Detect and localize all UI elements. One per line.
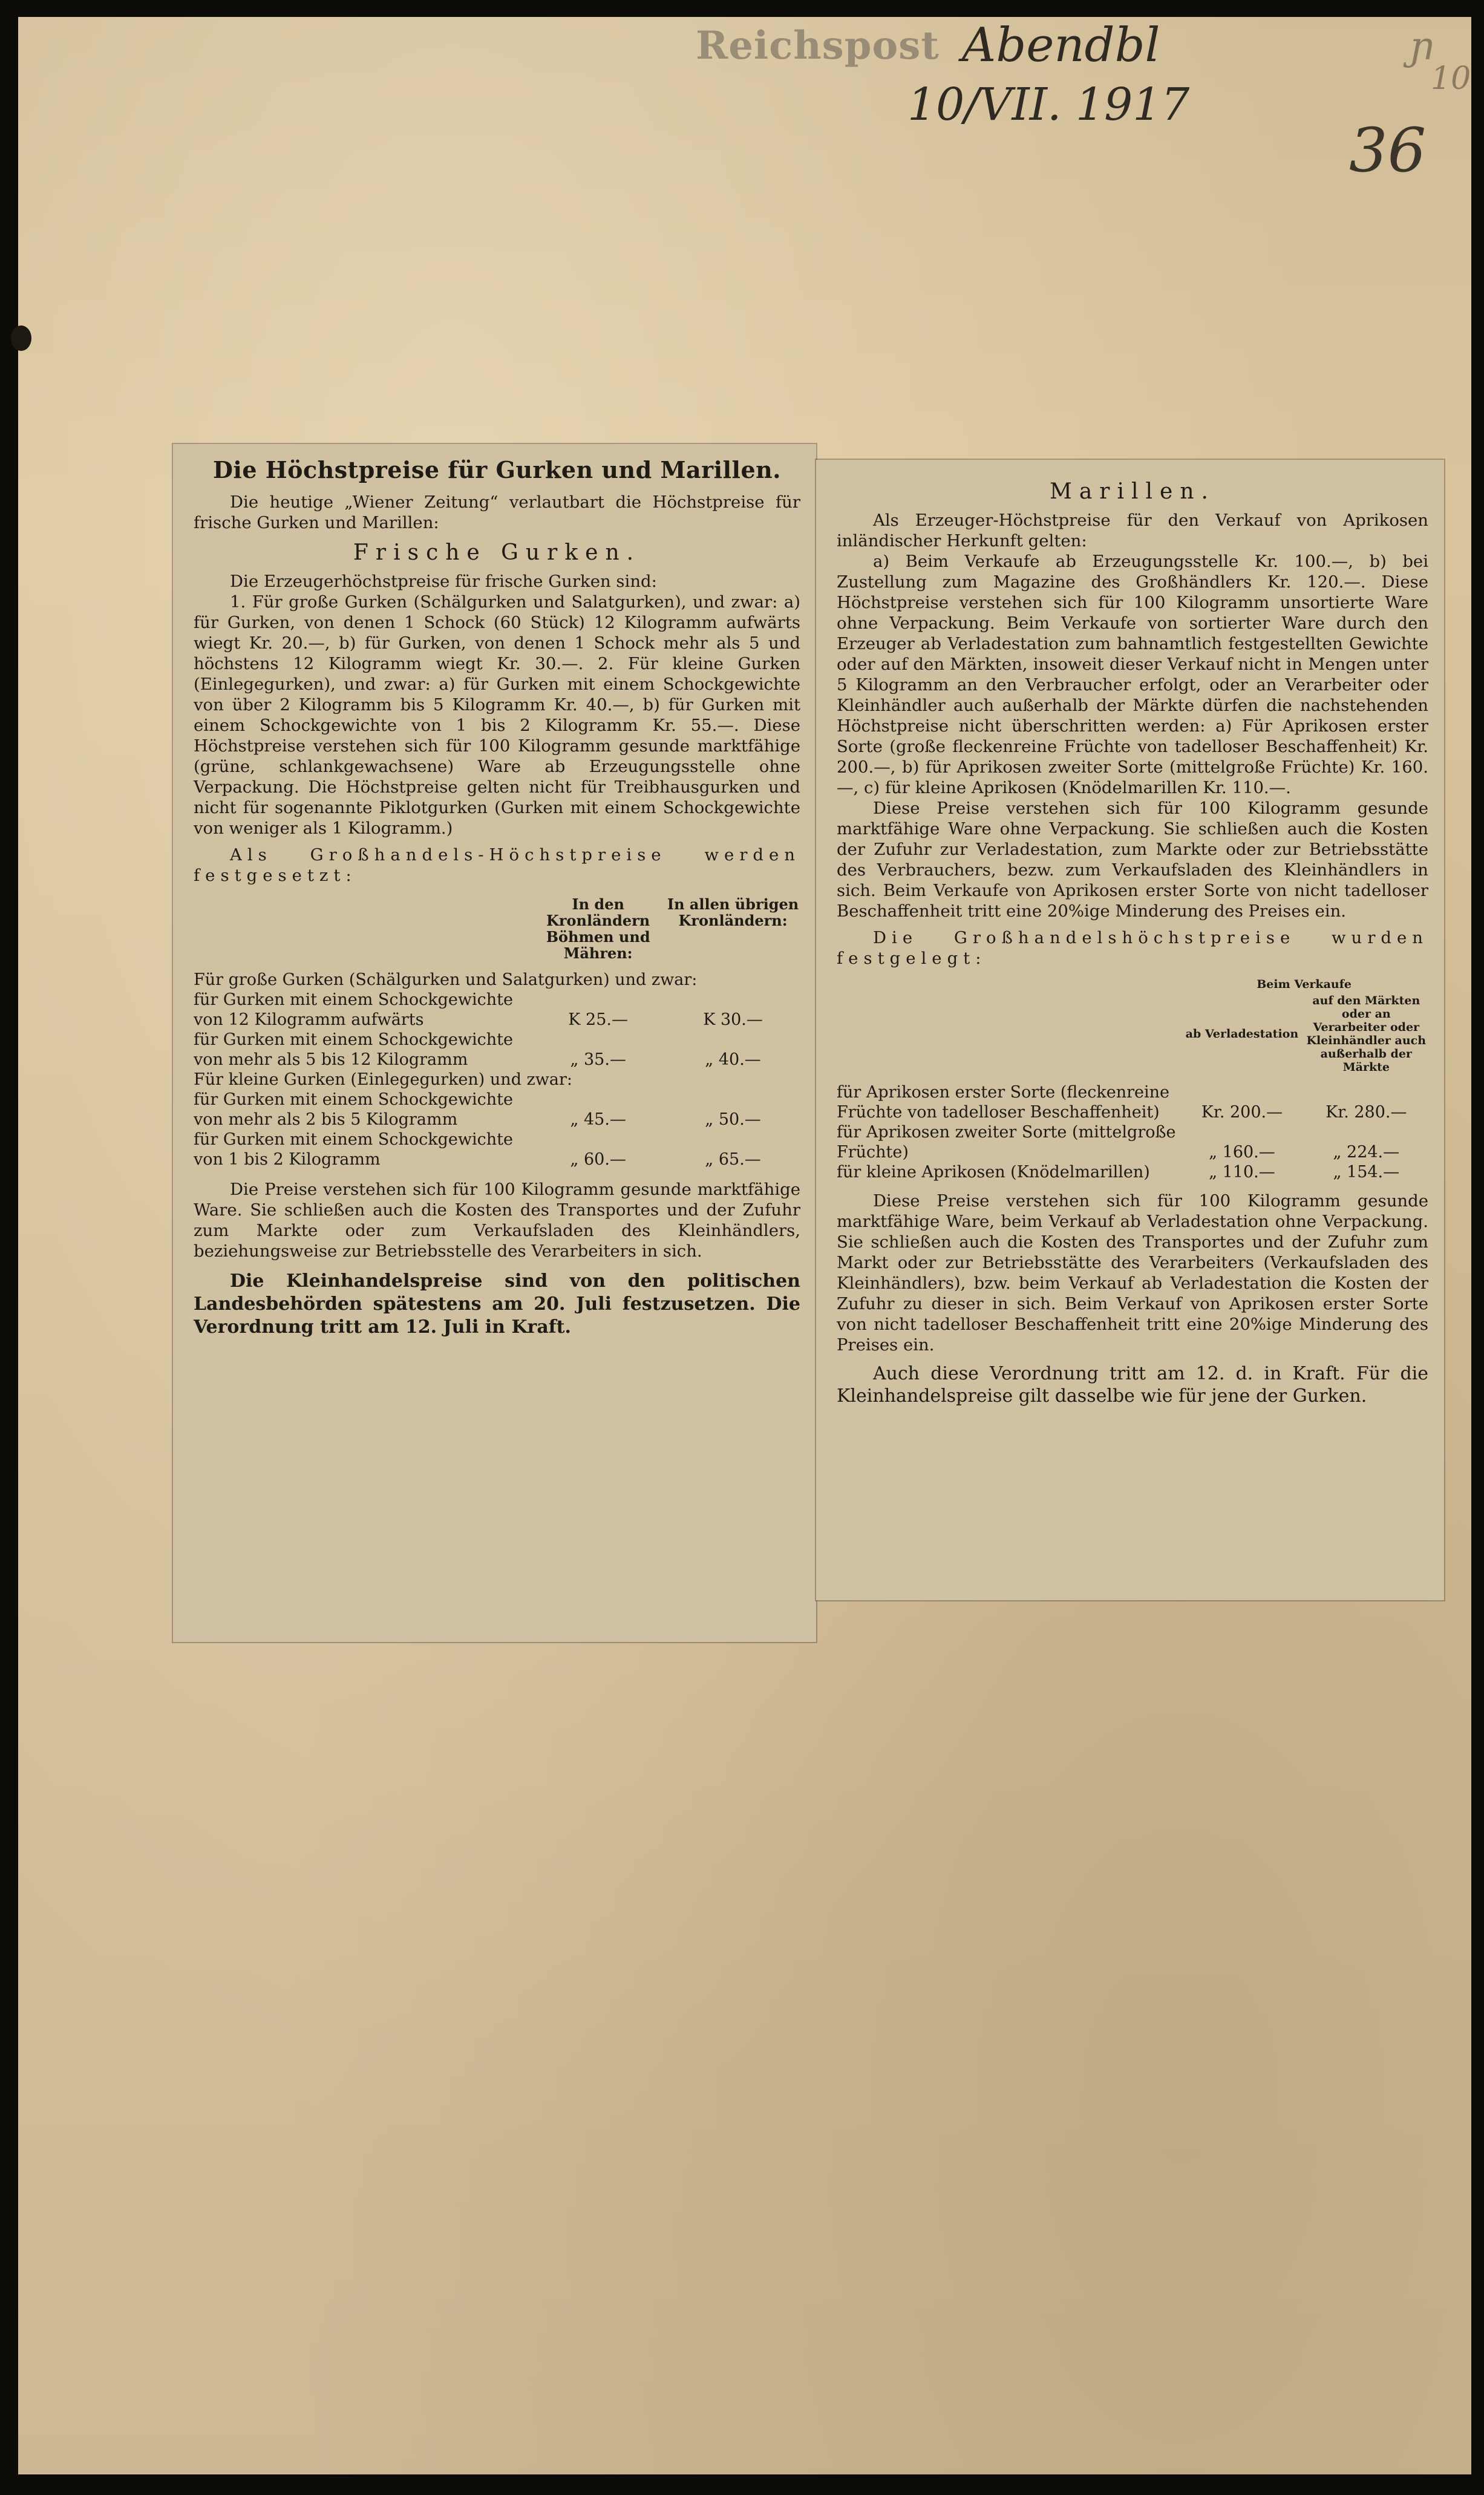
table-row (194, 990, 800, 1030)
corner-mark-number: 10 (1431, 60, 1471, 97)
row-label: für Gurken mit einem Schockgewichte von mehr als 2 bis 5 Kilogramm (194, 1090, 513, 1129)
row-value-station: „ 110.— (1209, 1163, 1275, 1182)
table-group-large: Für große Gurken (Schälgurken und Salatgurken) und zwar: (194, 970, 698, 989)
handwritten-date: 10/VII. 1917 (907, 79, 1190, 131)
punch-hole (11, 325, 31, 351)
table-row (837, 1122, 1428, 1162)
archive-number: 36 (1349, 115, 1427, 186)
row-value-boehmen: „ 35.— (570, 1050, 626, 1069)
wholesale-heading-marillen: Die Großhandelshöchstpreise wurden festgelegt: (837, 928, 1428, 968)
row-value-others: K 30.— (703, 1010, 763, 1029)
article-intro: Die heutige „Wiener Zeitung“ verlautbart die Höchstpreise für frische Gurken und Marillen: (194, 492, 800, 532)
column-header-station: ab Verladestation (1185, 1027, 1299, 1041)
table-row (837, 1162, 1428, 1182)
row-label: für kleine Aprikosen (Knödelmarillen) (837, 1163, 1150, 1182)
row-value-others: „ 50.— (705, 1110, 761, 1129)
section-heading-marillen: Marillen. (1049, 479, 1215, 504)
row-value-markets: Kr. 280.— (1325, 1103, 1407, 1122)
column-header-markets: auf den Märkten oder an Verarbeiter oder Kleinhändler auch außerhalb der Märkte (1306, 994, 1427, 1074)
section-heading-gurken: Frische Gurken. (353, 540, 641, 565)
row-label: für Gurken mit einem Schockgewichte von 1 bis 2 Kilogramm (194, 1130, 513, 1169)
row-value-boehmen: K 25.— (568, 1010, 628, 1029)
row-value-station: „ 160.— (1209, 1143, 1275, 1162)
producer-text-marillen: a) Beim Verkaufe ab Erzeugungsstelle Kr. 100.—, b) bei Zustellung zum Magazine des Großhändlers Kr. 120.—. Diese Höchstpreise verstehen sich für 100 Kilogramm unsortierte Ware ohne Verpackung. Beim Verkaufe von sortierter Ware durch den Erzeuger ab Verladestation zum bahnamtlich festgestellten Gewichte oder auf den Märkten, insoweit dieser Verkauf nicht in Mengen unter 5 Kilogramm an den Verbraucher erfolgt, oder an Verarbeiter oder Kleinhändler auch außerhalb der Märkte dürfen die nachstehenden Höchstpreise nicht überschritten werden: a) Für Aprikosen erster Sorte (große fleckenreine Früchte von tadelloser Beschaffenheit) Kr. 200.—, b) für Aprikosen zweiter Sorte (mittelgroße Früchte) Kr. 160.—, c) für kleine Aprikosen (Knödelmarillen Kr. 110.—. (837, 552, 1428, 797)
column-header-others: In allen übrigen Kronländern: (667, 895, 799, 929)
table-row (194, 1090, 800, 1130)
table-row (194, 1130, 800, 1169)
table-spacer (837, 977, 1180, 993)
row-value-markets: „ 154.— (1333, 1163, 1400, 1182)
corner-mark: ɲ (1410, 24, 1435, 69)
column-header-boehmen: In den Kronländern Böhmen und Mähren: (546, 895, 650, 962)
wholesale-heading-gurken: Als Großhandels-Höchstpreise werden festgesetzt: (194, 845, 800, 885)
column-group-header: Beim Verkaufe (1257, 978, 1352, 991)
row-value-markets: „ 224.— (1333, 1143, 1400, 1162)
table-spacer (194, 895, 531, 970)
table-group-small: Für kleine Gurken (Einlegegurken) und zwar: (194, 1070, 572, 1089)
row-label: für Gurken mit einem Schockgewichte von mehr als 5 bis 12 Kilogramm (194, 1030, 513, 1069)
row-label: für Gurken mit einem Schockgewichte von 12 Kilogramm aufwärts (194, 990, 513, 1029)
clipping-left-column (173, 444, 816, 1642)
row-label: für Aprikosen zweiter Sorte (mittelgroße Früchte) (837, 1123, 1176, 1162)
closing-marillen: Auch diese Verordnung tritt am 12. d. in Kraft. Für die Kleinhandelspreise gilt dasselbe wie für jene der Gurken. (837, 1363, 1428, 1407)
newspaper-stamp: Reichspost (696, 23, 940, 68)
table-row (194, 1030, 800, 1070)
row-label: für Aprikosen erster Sorte (fleckenreine Früchte von tadelloser Beschaffenheit) (837, 1083, 1170, 1122)
producer-heading-marillen: Als Erzeuger-Höchstpreise für den Verkauf von Aprikosen inländischer Herkunft gelten: (837, 511, 1428, 551)
row-value-others: „ 40.— (705, 1050, 761, 1069)
handwritten-source: Abendbl (962, 18, 1160, 73)
article-title: Die Höchstpreise für Gurken und Marillen. (212, 456, 782, 483)
marillen-price-table (837, 977, 1428, 1182)
gurken-price-table (194, 895, 800, 1169)
producer-text-gurken: 1. Für große Gurken (Schälgurken und Salatgurken), und zwar: a) für Gurken, von denen 1 Schock (60 Stück) 12 Kilogramm aufwärts wiegt Kr. 20.—, b) für Gurken, von denen 1 Schock mehr als 5 und höchstens 12 Kilogramm wiegt Kr. 30.—. 2. Für kleine Gurken (Einlegegurken), und zwar: a) für Gurken mit einem Schockgewichte von über 2 Kilogramm bis 5 Kilogramm Kr. 40.—, b) für Gurken mit einem Schockgewichte von 1 bis 2 Kilogramm Kr. 55.—. Diese Höchstpreise verstehen sich für 100 Kilogramm gesunde marktfähige (grüne, schlankgewachsene) Ware ab Erzeugungsstelle ohne Verpackung. Die Höchstpreise gelten nicht für Treibhausgurken und nicht für sogenannte Piklotgurken (Gurken mit einem Schockgewichte von weniger als 1 Kilogramm.) (194, 592, 800, 838)
table-row (837, 1082, 1428, 1122)
row-value-boehmen: „ 45.— (570, 1110, 626, 1129)
row-value-station: Kr. 200.— (1201, 1103, 1283, 1122)
closing-gurken: Die Kleinhandelspreise sind von den politischen Landesbehörden spätestens am 20. Juli festzusetzen. Die Verordnung tritt am 12. Juli in Kraft. (194, 1270, 800, 1338)
after-table-marillen: Diese Preise verstehen sich für 100 Kilogramm gesunde marktfähige Ware, beim Verkauf ab Verladestation ohne Verpackung. Sie schließen auch die Kosten des Transportes und der Zufuhr zum Markt oder zur Betriebsstätte des Verarbeiters (Verkaufsladen des Kleinhändlers), bzw. beim Verkauf ab Verladestation die Kosten der Zufuhr zu dieser in sich. Beim Verkauf von Aprikosen erster Sorte von nicht tadelloser Beschaffenheit tritt eine 20%ige Minderung des Preises ein. (837, 1191, 1428, 1355)
row-value-boehmen: „ 60.— (570, 1150, 626, 1169)
producer-text2-marillen: Diese Preise verstehen sich für 100 Kilogramm gesunde marktfähige Ware ohne Verpackung. Sie schließen auch die Kosten der Zufuhr zur Verladestation, zum Markte oder zur Betriebsstätte des Verbrauchers, bezw. zum Verkaufsladen des Kleinhändlers in sich. Beim Verkaufe von Aprikosen erster Sorte von nicht tadelloser Beschaffenheit tritt eine 20%ige Minderung des Preises ein. (837, 799, 1428, 921)
clipping-right-column (816, 460, 1444, 1600)
row-value-others: „ 65.— (705, 1150, 761, 1169)
table-spacer (837, 993, 1180, 1082)
after-table-gurken: Die Preise verstehen sich für 100 Kilogramm gesunde marktfähige Ware. Sie schließen auch die Kosten des Transportes und der Zufuhr zum Markte oder zum Verkaufsladen des Kleinhändlers, beziehungsweise zur Betriebsstelle des Verarbeiters in sich. (194, 1180, 800, 1261)
producer-heading-gurken: Die Erzeugerhöchstpreise für frische Gurken sind: (230, 572, 657, 591)
